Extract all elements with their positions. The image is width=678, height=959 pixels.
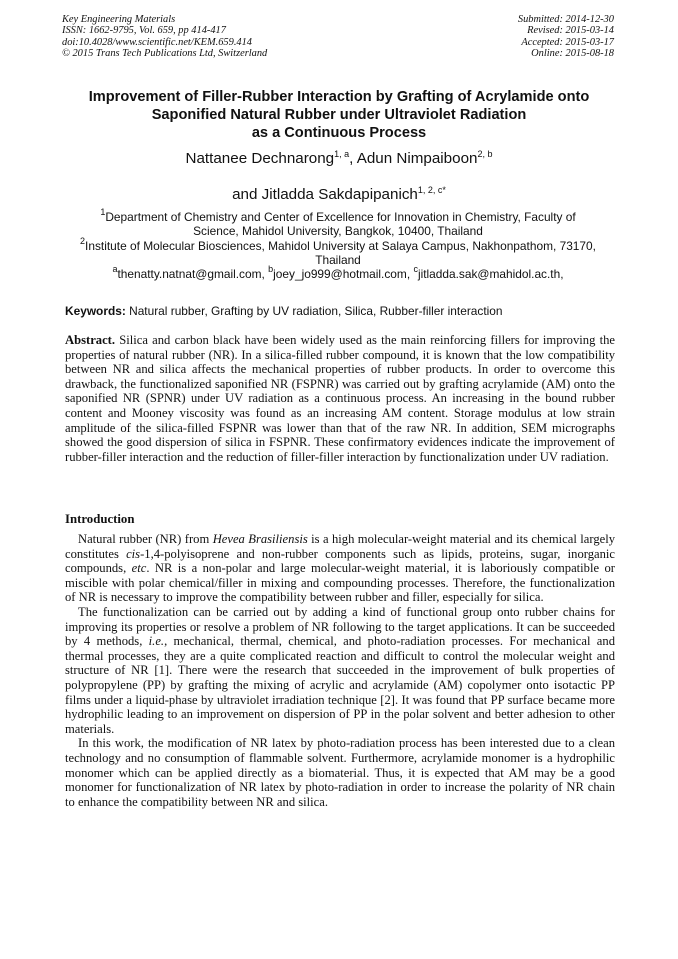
intro-paragraph-1 xyxy=(65,532,615,605)
author-1-affil: 1, a xyxy=(334,149,350,159)
abstract-label: Abstract. xyxy=(65,333,116,347)
online-date: Online: 2015-08-18 xyxy=(531,48,614,60)
intro-p1-text-e: -1,4-polyisoprene and non-rubber components such as lipids, proteins, sugar, inorganic compounds, xyxy=(65,546,615,576)
accepted-date: Accepted: 2015-03-17 xyxy=(521,36,614,48)
introduction-body xyxy=(65,532,615,809)
affiliation-1-number: 1 xyxy=(100,207,106,217)
affiliation-1-line-2: Science, Mahidol University, Bangkok, 10400, Thailand xyxy=(193,224,483,239)
intro-p1-species: Hevea Brasiliensis xyxy=(212,532,308,546)
affiliation-2-line-2: Thailand xyxy=(315,252,361,267)
keywords-text: Natural rubber, Grafting by UV radiation, Silica, Rubber-filler interaction xyxy=(125,304,503,318)
author-3-name: Jitladda Sakdapipanich xyxy=(261,186,418,203)
introduction-heading: Introduction xyxy=(65,512,135,526)
intro-p2-ie: i.e. xyxy=(148,634,165,649)
intro-p1-text-g: . NR is a non-polar and large molecular-weight material, it is laboriously compatible or miscible with polar chemical/filler in mixing and compounding processes. Therefore, the functionalization of NR is necessary to improve the compatibility between rubber and filler, especially for silica. xyxy=(65,561,615,605)
intro-paragraph-2 xyxy=(65,605,615,736)
intro-p1-text-c: is a high molecular-weight material and its chemical largely constitutes xyxy=(65,532,615,561)
email-a-marker: a xyxy=(112,264,118,275)
title-line-1: Improvement of Filler-Rubber Interaction by Grafting of Acrylamide onto xyxy=(88,89,590,105)
doi-line: doi:10.4028/www.scientific.net/KEM.659.414 xyxy=(62,36,252,48)
abstract xyxy=(65,333,615,464)
abstract-text: Silica and carbon black have been widely used as the main reinforcing fillers for improving the properties of natural rubber (NR). In a silica-filled rubber compound, it is known that the low compatibility between NR and silica affects the mechanical properties of rubber products. In order to overcome this drawback, the functionalized saponified NR (FSPNR) was carried out by grafting acrylamide (AM) onto the saponified NR (SPNR) under UV radiation as a continuous process. An increasing in the bound rubber content and Mooney viscosity was found as an increasing AM content. Storage modulus at low strain amplitude of the silica-filled FSPNR was lower than that of the raw NR. In addition, SEM micrographs showed the good dispersion of silica in FSPNR. These confirmatory evidences indicate the improvement of rubber-filler interaction and the reduction of filler-filler interaction by functionalization under UV radiation. xyxy=(65,333,615,464)
title-line-3: as a Continuous Process xyxy=(251,125,427,141)
title-line-2: Saponified Natural Rubber under Ultraviolet Radiation xyxy=(151,107,527,123)
author-1-name: Nattanee Dechnarong xyxy=(185,150,335,167)
author-2-affil: 2, b xyxy=(477,149,493,159)
affiliation-1-text: Department of Chemistry and Center of Excellence for Innovation in Chemistry, Faculty of xyxy=(105,210,576,224)
email-a[interactable]: thenatty.natnat@gmail.com, xyxy=(117,267,269,282)
issn-line: ISSN: 1662-9795, Vol. 659, pp 414-417 xyxy=(62,25,226,37)
publication-info xyxy=(62,14,267,60)
affiliation-1-line-1 xyxy=(62,207,614,224)
journal-name: Key Engineering Materials xyxy=(62,14,176,25)
author-3-affil: 1, 2, c* xyxy=(417,185,446,195)
copyright-line: © 2015 Trans Tech Publications Ltd, Switzerland xyxy=(62,48,268,60)
keywords-label: Keywords: xyxy=(65,304,126,318)
authors-line-1 xyxy=(40,150,638,167)
intro-p1-cis: cis xyxy=(126,546,141,561)
affiliation-2-text: Institute of Molecular Biosciences, Mahidol University at Salaya Campus, Nakhonpathom, 73170, xyxy=(85,238,596,253)
revised-date: Revised: 2015-03-14 xyxy=(527,25,614,37)
intro-paragraph-3: In this work, the modification of NR latex by photo-radiation process has been interested due to a clean technology and no consumption of flammable solvent. Furthermore, acrylamide monomer is a hydrophilic monomer which can be applied directly as a biomaterial. Thus, it is expected that AM may be a good monomer for functionalization of NR latex by photo-radiation in order to increase the polarity of NR chain to enhance the compatibility between NR and silica. xyxy=(65,736,615,809)
email-b-marker: b xyxy=(268,264,274,275)
abstract-paragraph xyxy=(65,333,615,464)
paper-title xyxy=(40,88,638,142)
keywords xyxy=(65,304,625,318)
authors-line-2 xyxy=(40,186,638,203)
email-b[interactable]: joey_jo999@hotmail.com, xyxy=(273,267,414,282)
author-and: and xyxy=(232,186,262,203)
publication-dates xyxy=(518,14,614,60)
intro-p2-text-a: The functionalization can be carried out by adding a kind of functional group onto rubber chains for improving its properties or resolve a problem of NR following to the target applications. It can be succeeded by 4 methods, xyxy=(65,604,615,649)
email-c[interactable]: jitladda.sak@mahidol.ac.th, xyxy=(417,267,564,282)
author-2-name: Adun Nimpaiboon xyxy=(356,150,478,167)
intro-p2-text-c: , mechanical, thermal, chemical, and photo-radiation processes. For mechanical and thermal processes, they are a quite complicated reaction and difficult to control the molecular weight and structure of NR [1]. There were the research that succeeded in the improvement of bulk properties of polypropylene (PP) by grafting the mixing of acrylic and acrylamide (AM) copolymer onto isotactic PP films under a liquid-phase by ultraviolet irradiation technique [2]. It was found that PP surface became more hydrophilic leading to an improvement on dispersion of PP in the polar solvent and better adhesion to other materials. xyxy=(65,634,615,736)
author-separator: , xyxy=(349,150,357,167)
email-line xyxy=(62,264,614,282)
affiliation-2-line-1 xyxy=(62,235,614,253)
intro-p1-text-a: Natural rubber (NR) from xyxy=(78,532,213,546)
intro-p1-etc: etc xyxy=(131,561,147,576)
email-c-marker: c xyxy=(413,264,418,275)
affiliation-2-number: 2 xyxy=(80,235,86,246)
affiliations xyxy=(62,207,614,282)
submitted-date: Submitted: 2014-12-30 xyxy=(517,14,614,25)
